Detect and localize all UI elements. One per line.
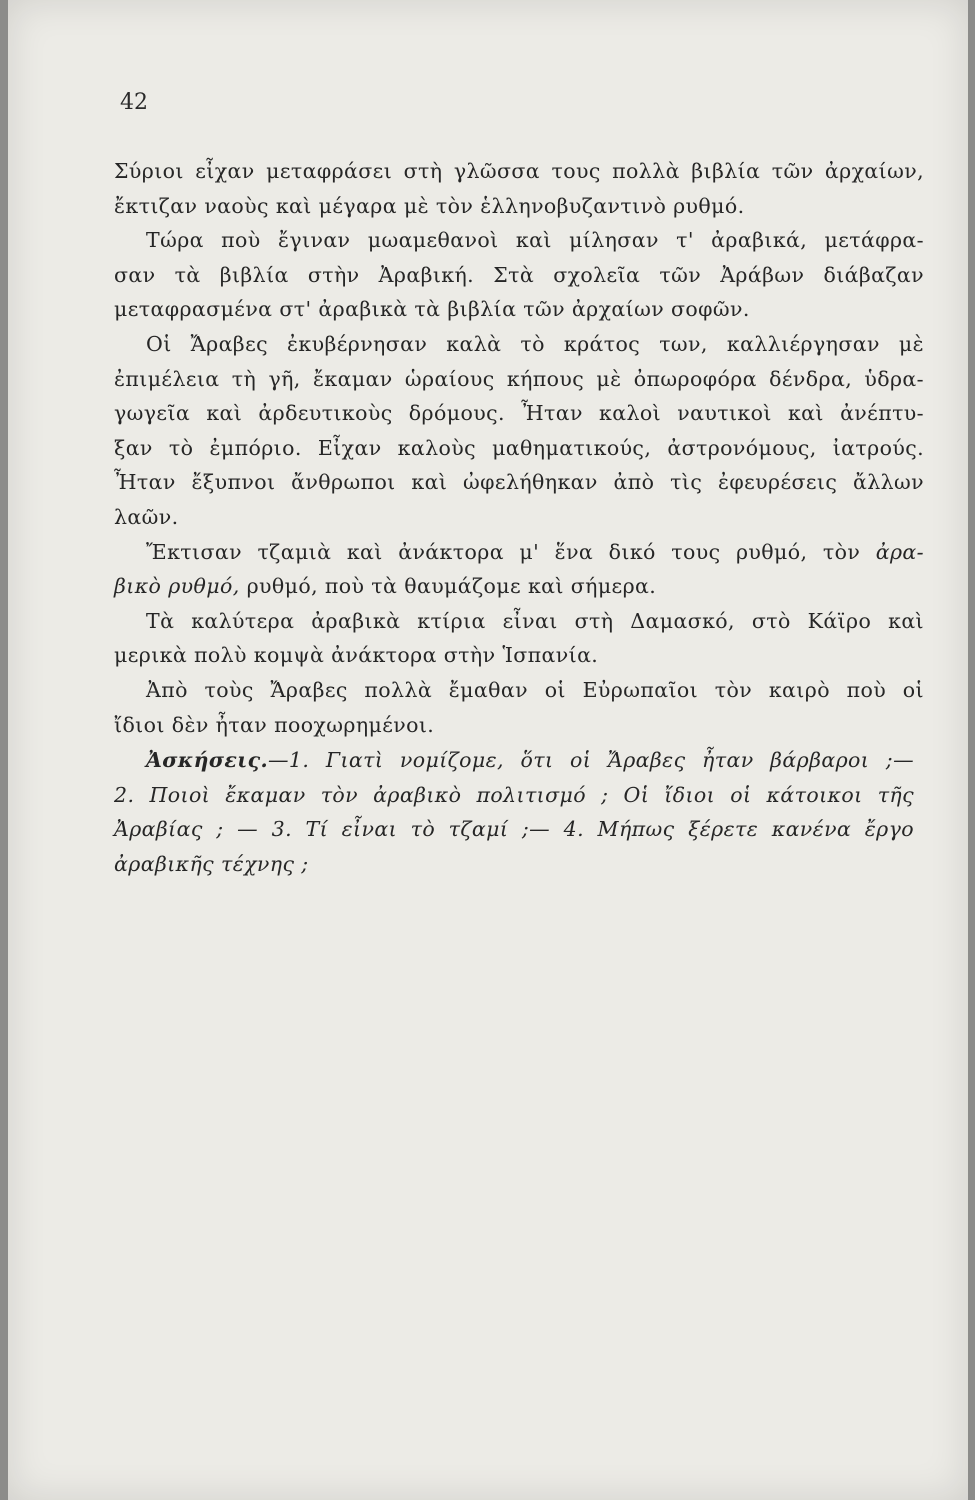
text-line: σαν τὰ βιβλία στὴν Ἀραβική. Στὰ σχολεῖα τῶν Ἀράβων διάβαζαν (114, 262, 924, 287)
emphasis-text: ἀρα- (875, 539, 924, 564)
text-line: Τὰ καλύτερα ἀραβικὰ κτίρια εἶναι στὴ Δαμασκό, στὸ Κάϊρο καὶ (146, 608, 924, 633)
text-line: Ἦταν ἔξυπνοι ἄνθρωποι καὶ ὠφελήθηκαν ἀπὸ τὶς ἐφευρέσεις ἄλλων (114, 470, 924, 495)
text-line: Τώρα ποὺ ἔγιναν μωαμεθανοὶ καὶ μίλησαν τ' ἀραβικά, μετάφρα- (146, 228, 924, 253)
text-line: μεταφρασμένα στ' ἀραβικὰ τὰ βιβλία τῶν ἀρχαίων σοφῶν. (114, 297, 750, 322)
text-line: ἔκτιζαν ναοὺς καὶ μέγαρα μὲ τὸν ἑλληνοβυζαντινὸ ρυθμό. (114, 193, 745, 218)
text-fragment: Ἔκτισαν τζαμιὰ καὶ ἀνάκτορα μ' ἕνα δικό τους ρυθμό, τὸν (146, 539, 861, 564)
text-line: Οἱ Ἄραβες ἐκυβέρνησαν καλὰ τὸ κράτος των, καλλιέργησαν μὲ (146, 331, 924, 356)
body-text (114, 154, 924, 742)
text-fragment: ρυθμό, ποὺ τὰ θαυμάζομε καὶ σήμερα. (246, 574, 657, 599)
exercise-text: —1. Γιατὶ νομίζομε, ὅτι οἱ Ἄραβες ἦταν βάρβαροι ;— (268, 748, 914, 772)
text-line: ἐπιμέλεια τὴ γῆ, ἔκαμαν ὡραίους κήπους μὲ ὀπωροφόρα δένδρα, ὑδρα- (114, 366, 924, 391)
page-number: 42 (120, 90, 148, 115)
exercise-line: ἀραβικῆς τέχνης ; (114, 851, 309, 876)
text-line: ἴδιοι δὲν ἦταν ποοχωρημένοι. (114, 712, 435, 737)
exercises-label: Ἀσκήσεις. (146, 748, 269, 772)
text-line: γωγεῖα καὶ ἀρδευτικοὺς δρόμους. Ἦταν καλοὶ ναυτικοὶ καὶ ἀνέπτυ- (114, 401, 924, 426)
exercise-line (114, 743, 914, 778)
text-line: λαῶν. (114, 504, 179, 529)
exercises-section (114, 743, 914, 881)
book-page (8, 0, 968, 1500)
exercise-line: 2. Ποιοὶ ἔκαμαν τὸν ἀραβικὸ πολιτισμό ; Οἱ ἴδιοι οἱ κάτοικοι τῆς (114, 782, 914, 807)
text-line: ξαν τὸ ἐμπόριο. Εἶχαν καλοὺς μαθηματικούς, ἀστρονόμους, ἰατρούς. (114, 435, 924, 460)
text-line: μερικὰ πολὺ κομψὰ ἀνάκτορα στὴν Ἱσπανία. (114, 643, 599, 668)
text-line (114, 535, 924, 570)
text-line: Ἀπὸ τοὺς Ἄραβες πολλὰ ἔμαθαν οἱ Εὐρωπαῖοι τὸν καιρὸ ποὺ οἱ (146, 677, 924, 702)
text-line (114, 569, 924, 604)
text-line: Σύριοι εἶχαν μεταφράσει στὴ γλῶσσα τους πολλὰ βιβλία τῶν ἀρχαίων, (114, 159, 924, 183)
emphasis-text: βικὸ ρυθμό, (114, 574, 240, 599)
exercise-line: Ἀραβίας ; — 3. Τί εἶναι τὸ τζαμί ;— 4. Μήπως ξέρετε κανένα ἔργο (114, 817, 914, 842)
